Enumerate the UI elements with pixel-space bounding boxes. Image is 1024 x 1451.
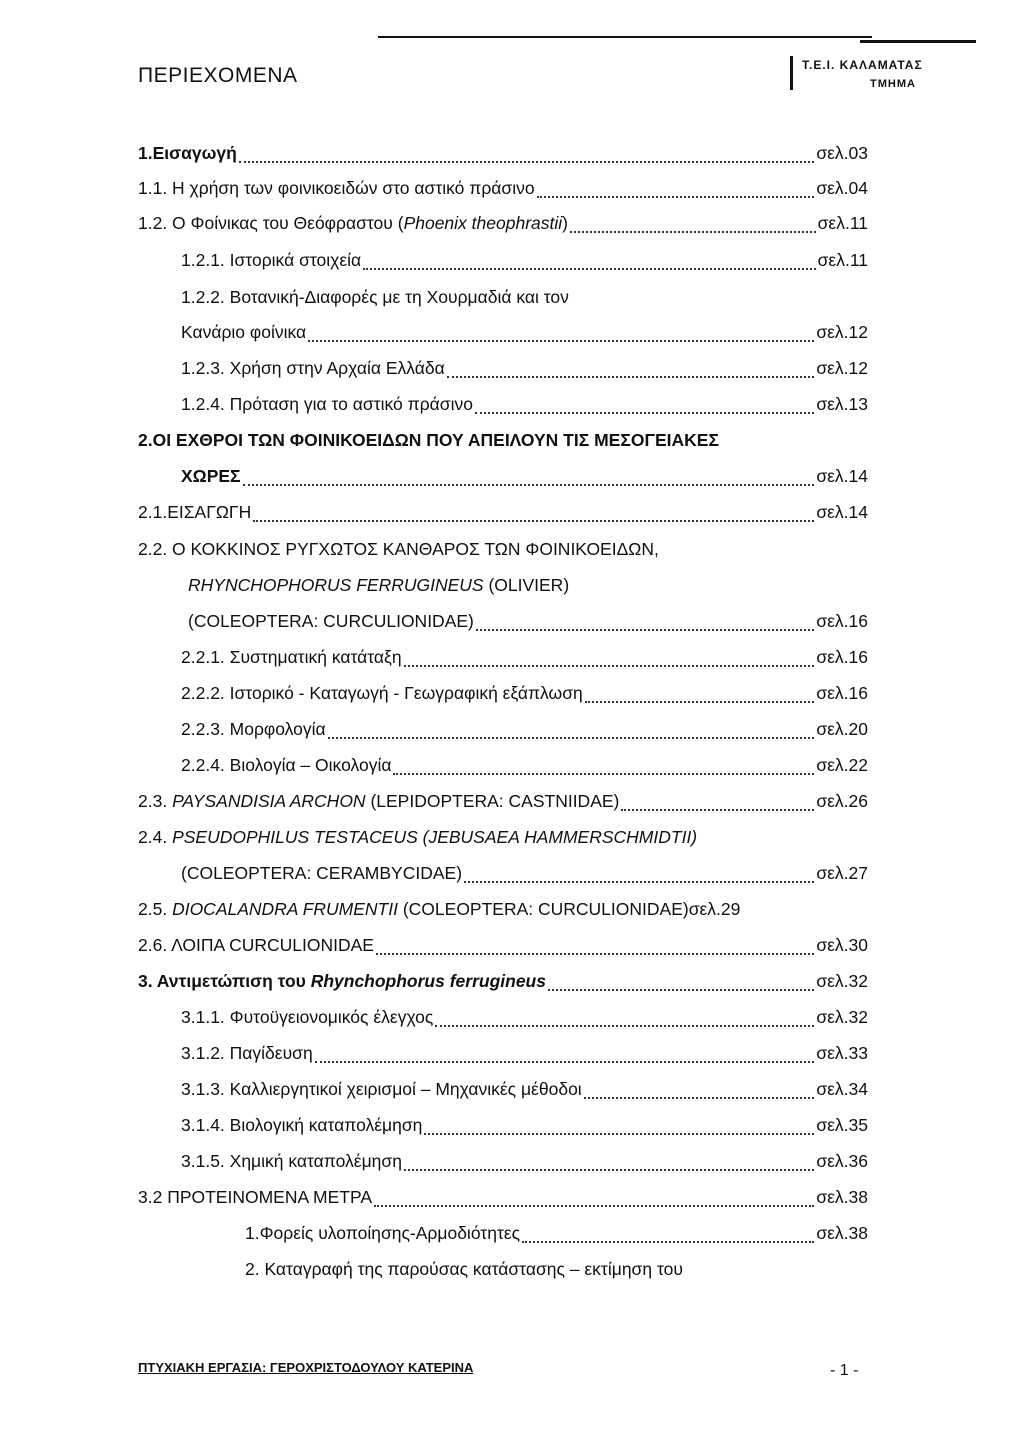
title-part: 1.2. Ο Φοίνικας του Θεόφραστου (	[138, 213, 404, 233]
toc-entry	[138, 935, 868, 961]
toc-entry	[138, 502, 868, 528]
title-part: 2.5.	[138, 899, 173, 919]
toc-entry-page: σελ.14	[816, 466, 868, 486]
toc-entry-page: σελ.38	[816, 1187, 868, 1207]
toc-entry-title: 2.2.4. Βιολογία – Οικολογία	[181, 755, 392, 775]
toc-entry	[138, 899, 868, 925]
toc-entry	[181, 683, 868, 709]
toc-entry	[181, 322, 868, 348]
stamp-bar	[790, 56, 793, 90]
toc-entry-page: σελ.29	[688, 899, 741, 919]
toc-entry-page: σελ.34	[816, 1079, 868, 1099]
toc-entry-page: σελ.14	[816, 502, 868, 522]
toc-entry-title	[138, 213, 568, 234]
toc-entry	[181, 250, 868, 276]
toc-entry	[138, 213, 868, 239]
toc-entry-wrapped-line: 2. Καταγραφή της παρούσας κατάστασης – εκτίμηση του	[245, 1259, 683, 1279]
toc-entry-page: σελ.03	[816, 143, 868, 163]
toc-entry-page: σελ.16	[816, 683, 868, 703]
toc-entry-title: (COLEOPTERA: CERAMBYCIDAE)	[181, 863, 463, 883]
toc-entry-title	[138, 971, 546, 992]
title-part-italic: Phoenix theophrastii	[403, 213, 563, 233]
toc-entry-title: 3.2 ΠΡΟΤΕΙΝΟΜΕΝΑ ΜΕΤΡΑ	[138, 1187, 373, 1207]
toc-entry-title: 2.6. ΛΟΙΠΑ CURCULIONIDAE	[138, 935, 374, 955]
toc-entry-title: 1.1. Η χρήση των φοινικοειδών στο αστικό πράσινο	[138, 178, 535, 198]
header-rule	[378, 36, 872, 38]
toc-entry	[181, 1151, 868, 1177]
title-part: 3. Αντιμετώπιση του	[138, 971, 311, 991]
toc-entry-title: 1.2.4. Πρόταση για το αστικό πράσινο	[181, 394, 473, 414]
title-part: 2.3.	[138, 791, 173, 811]
toc-entry-title: 1.Εισαγωγή	[138, 143, 237, 163]
toc-entry-title: 2.2.1. Συστηματική κατάταξη	[181, 647, 402, 667]
toc-entry-title: 1.Φορείς υλοποίησης-Αρμοδιότητες	[245, 1223, 521, 1243]
toc-entry	[138, 143, 868, 169]
toc-entry-title: Κανάριο φοίνικα	[181, 322, 307, 342]
footer-page-number: - 1 -	[830, 1362, 859, 1379]
toc-entry	[138, 1187, 868, 1213]
toc-entry	[181, 394, 868, 420]
toc-entry	[181, 358, 868, 384]
toc-entry-wrapped-line	[138, 827, 697, 848]
toc-entry-page: σελ.12	[816, 322, 868, 342]
toc-entry	[188, 611, 868, 637]
toc-entry	[138, 178, 868, 204]
toc-entry-title: (COLEOPTERA: CURCULIONIDAE)	[188, 611, 474, 631]
toc-entry-page: σελ.12	[816, 358, 868, 378]
toc-entry-page: σελ.22	[816, 755, 868, 775]
toc-entry	[181, 466, 868, 492]
toc-entry	[181, 863, 868, 889]
toc-entry-title	[138, 899, 689, 920]
toc-entry-page: σελ.13	[816, 394, 868, 414]
toc-entry-title: 2.1.ΕΙΣΑΓΩΓΗ	[138, 502, 252, 522]
toc-entry-page: σελ.35	[816, 1115, 868, 1135]
toc-entry-page: σελ.36	[816, 1151, 868, 1171]
toc-entry-title: 3.1.3. Καλλιεργητικοί χειρισμοί – Μηχανικές μέθοδοι	[181, 1079, 582, 1099]
toc-entry-page: σελ.32	[816, 1007, 868, 1027]
toc-entry-title	[138, 791, 619, 812]
toc-entry-title: 3.1.5. Χημική καταπολέμηση	[181, 1151, 402, 1171]
toc-entry-page: σελ.11	[817, 250, 868, 270]
toc-entry	[181, 719, 868, 745]
toc-entry-page: σελ.32	[816, 971, 868, 991]
toc-entry-page: σελ.33	[816, 1043, 868, 1063]
title-part: )	[562, 213, 568, 233]
toc-entry-title: ΧΩΡΕΣ	[181, 466, 241, 486]
institution-stamp	[790, 52, 990, 98]
toc-entry-wrapped-line: 2.2. Ο ΚΟΚΚΙΝΟΣ ΡΥΓΧΩΤΟΣ ΚΑΝΘΑΡΟΣ ΤΩΝ ΦΟΙΝΙΚΟΕΙΔΩΝ,	[138, 539, 659, 559]
toc-entry-title: 1.2.1. Ιστορικά στοιχεία	[181, 250, 362, 270]
title-part: (LEPIDOPTERA: CASTNIIDAE)	[365, 791, 620, 811]
header-rule-thick	[860, 40, 976, 43]
toc-entry-title: 3.1.4. Βιολογική καταπολέμηση	[181, 1115, 423, 1135]
toc-entry-wrapped-line: 2.ΟΙ ΕΧΘΡΟΙ ΤΩΝ ΦΟΙΝΙΚΟΕΙΔΩΝ ΠΟΥ ΑΠΕΙΛΟΥΝ ΤΙΣ ΜΕΣΟΓΕΙΑΚΕΣ	[138, 430, 719, 450]
title-part-italic: PAYSANDISIA ARCHON	[172, 791, 366, 811]
toc-entry-page: σελ.16	[816, 611, 868, 631]
toc-entry-wrapped-line: 1.2.2. Βοτανική-Διαφορές με τη Χουρμαδιά και τον	[181, 287, 569, 307]
toc-entry	[181, 1079, 868, 1105]
footer-author: ΠΤΥΧΙΑΚΗ ΕΡΓΑΣΙΑ: ΓΕΡΟΧΡΙΣΤΟΔΟΥΛΟΥ ΚΑΤΕΡΙΝΑ	[138, 1360, 474, 1375]
toc-entry-wrapped-line	[188, 575, 569, 596]
toc-entry-title: 3.1.2. Παγίδευση	[181, 1043, 313, 1063]
toc-entry-title: 2.2.3. Μορφολογία	[181, 719, 326, 739]
title-part-italic: PSEUDOPHILUS TESTACEUS (JEBUSAEA HAMMERSCHMIDTII)	[172, 827, 698, 847]
title-part: 2.4.	[138, 827, 173, 847]
title-part: (OLIVIER)	[483, 575, 570, 595]
toc-entry	[181, 1115, 868, 1141]
toc-entry-page: σελ.26	[816, 791, 868, 811]
toc-entry-page: σελ.04	[816, 178, 868, 198]
toc-entry	[138, 791, 868, 817]
toc-entry-page: σελ.20	[816, 719, 868, 739]
toc-entry-page: σελ.38	[816, 1223, 868, 1243]
toc-entry-title: 2.2.2. Ιστορικό - Καταγωγή - Γεωγραφική εξάπλωση	[181, 683, 583, 703]
toc-entry-page: σελ.30	[816, 935, 868, 955]
toc-entry-title: 3.1.1. Φυτοϋγειονομικός έλεγχος	[181, 1007, 434, 1027]
toc-entry-page: σελ.11	[817, 213, 868, 233]
toc-entry-page: σελ.27	[816, 863, 868, 883]
toc-entry-title: 1.2.3. Χρήση στην Αρχαία Ελλάδα	[181, 358, 445, 378]
stamp-line-2: ΤΜΗΜΑ	[870, 78, 916, 90]
toc-entry	[181, 1007, 868, 1033]
title-part-italic: Rhynchophorus ferrugineus	[310, 971, 546, 991]
title-part-italic: DIOCALANDRA FRUMENTII	[172, 899, 398, 919]
page-title: ΠΕΡΙΕΧΟΜΕΝΑ	[138, 64, 298, 87]
title-part: (COLEOPTERA: CURCULIONIDAE)	[397, 899, 689, 919]
toc-entry	[181, 755, 868, 781]
title-part-italic: RHYNCHOPHORUS FERRUGINEUS	[188, 575, 484, 595]
toc-entry	[245, 1223, 868, 1249]
toc-entry	[138, 971, 868, 997]
toc-entry	[181, 647, 868, 673]
toc-entry-page: σελ.16	[816, 647, 868, 667]
stamp-line-1: Τ.Ε.Ι. ΚΑΛΑΜΑΤΑΣ	[802, 58, 923, 72]
toc-entry	[181, 1043, 868, 1069]
